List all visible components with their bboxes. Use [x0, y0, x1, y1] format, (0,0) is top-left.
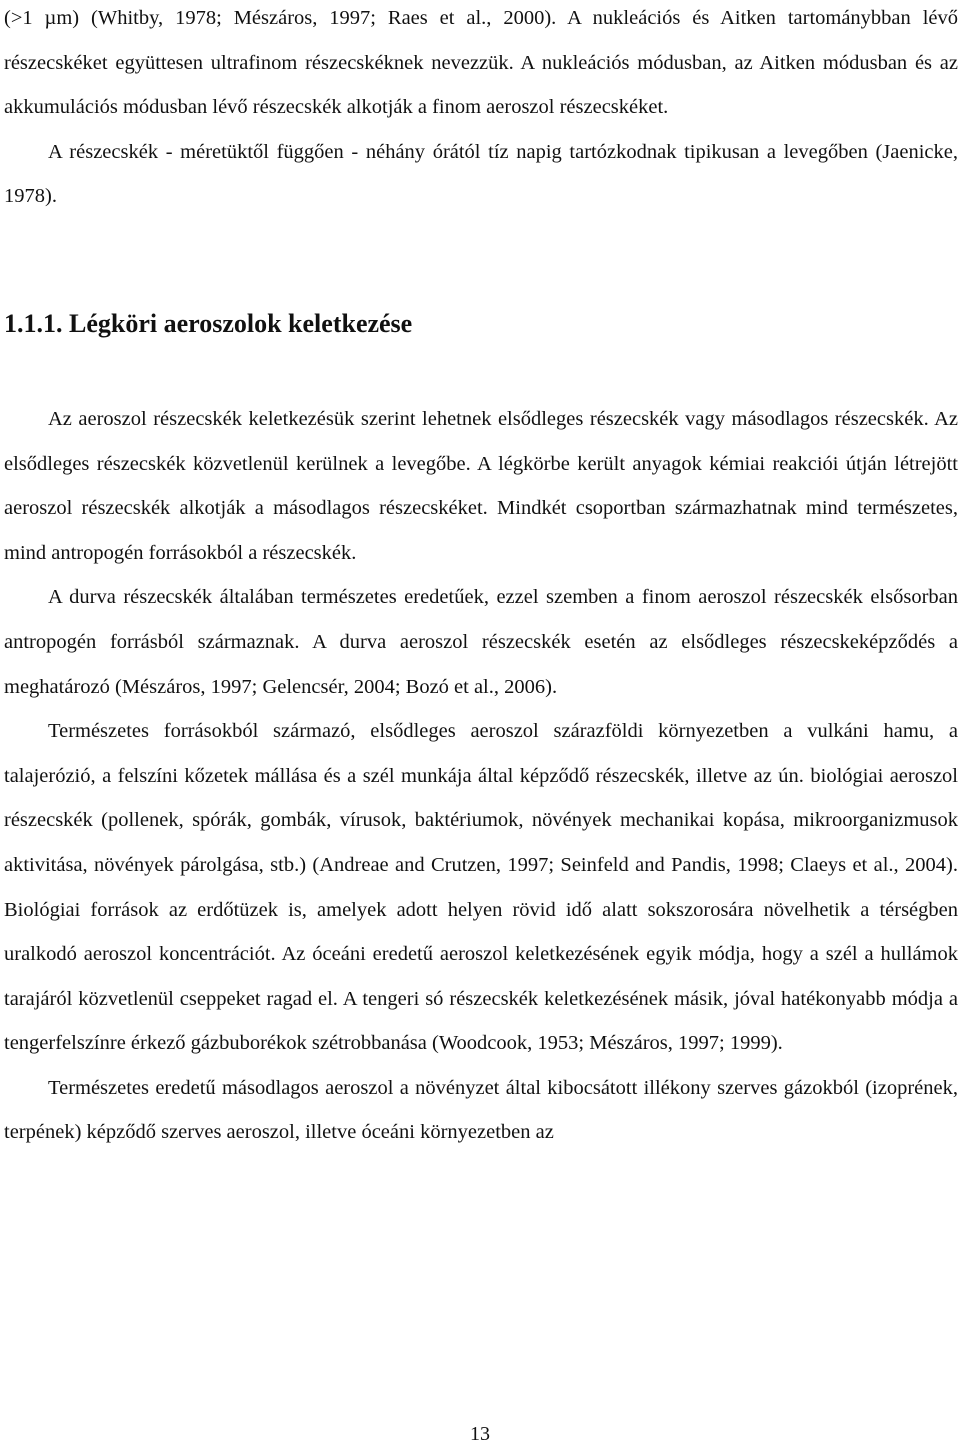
section-heading: 1.1.1. Légköri aeroszolok keletkezése — [4, 308, 413, 338]
page-number: 13 — [470, 1423, 490, 1445]
paragraph-intro-2: A részecskék - méretüktől függően - néhány órától tíz napig tartózkodnak tipikusan a levegőben (Jaenicke, 1978). — [4, 140, 958, 208]
paragraph-intro-1: (>1 µm) (Whitby, 1978; Mészáros, 1997; Raes et al., 2000). A nukleációs és Aitken tartománybban lévő részecskéket együttesen ultrafinom részecskéknek nevezzük. A nukleációs módusban, az Aitken módusban és az akkumulációs módusban lévő részecskék alkotják a finom aeroszol részecskéket. — [4, 7, 958, 119]
paragraph-body-3: Természetes forrásokból származó, elsődleges aeroszol szárazföldi környezetben a vulkáni hamu, a talajerózió, a felszíni kőzetek mállása és a szél munkája által képződő részecskék, illetve az ún. biológiai aeroszol részecskék (pollenek, spórák, gombák, vírusok, baktériumok, növények mechanikai kopása, mikroorganizmusok aktivitása, növények párolgása, stb.) (Andreae and Crutzen, 1997; Seinfeld and Pandis, 1998; Claeys et al., 2004). Biológiai források az erdőtüzek is, amelyek adott helyen rövid idő alatt sokszorosára növelhetik a térségben uralkodó aeroszol koncentrációt. Az óceáni eredetű aeroszol keletkezésének egyik módja, hogy a szél a hullámok tarajáról közvetlenül cseppeket ragad el. A tengeri só részecskék keletkezésének másik, jóval hatékonyabb módja a tengerfelszínre érkező gázbuborékok szétrobbanása (Woodcook, 1953; Mészáros, 1997; 1999). — [4, 720, 958, 1055]
document-page — [4, 0, 958, 1155]
paragraph-body-1: Az aeroszol részecskék keletkezésük szerint lehetnek elsődleges részecskék vagy másodlagos részecskék. Az elsődleges részecskék közvetlenül kerülnek a levegőbe. A légkörbe került anyagok kémiai reakciói útján létrejött aeroszol részecskék alkotják a másodlagos részecskéket. Mindkét csoportban származhatnak mind természetes, mind antropogén forrásokból a részecskék. — [4, 407, 958, 564]
paragraph-body-2: A durva részecskék általában természetes eredetűek, ezzel szemben a finom aeroszol részecskék elsősorban antropogén forrásból származnak. A durva aeroszol részecskék esetén az elsődleges részecskeképződés a meghatározó (Mészáros, 1997; Gelencsér, 2004; Bozó et al., 2006). — [4, 586, 958, 698]
paragraph-body-4: Természetes eredetű másodlagos aeroszol a növényzet által kibocsátott illékony szerves gázokból (izoprének, terpének) képződő szerves aeroszol, illetve óceáni környezetben az — [4, 1076, 958, 1144]
